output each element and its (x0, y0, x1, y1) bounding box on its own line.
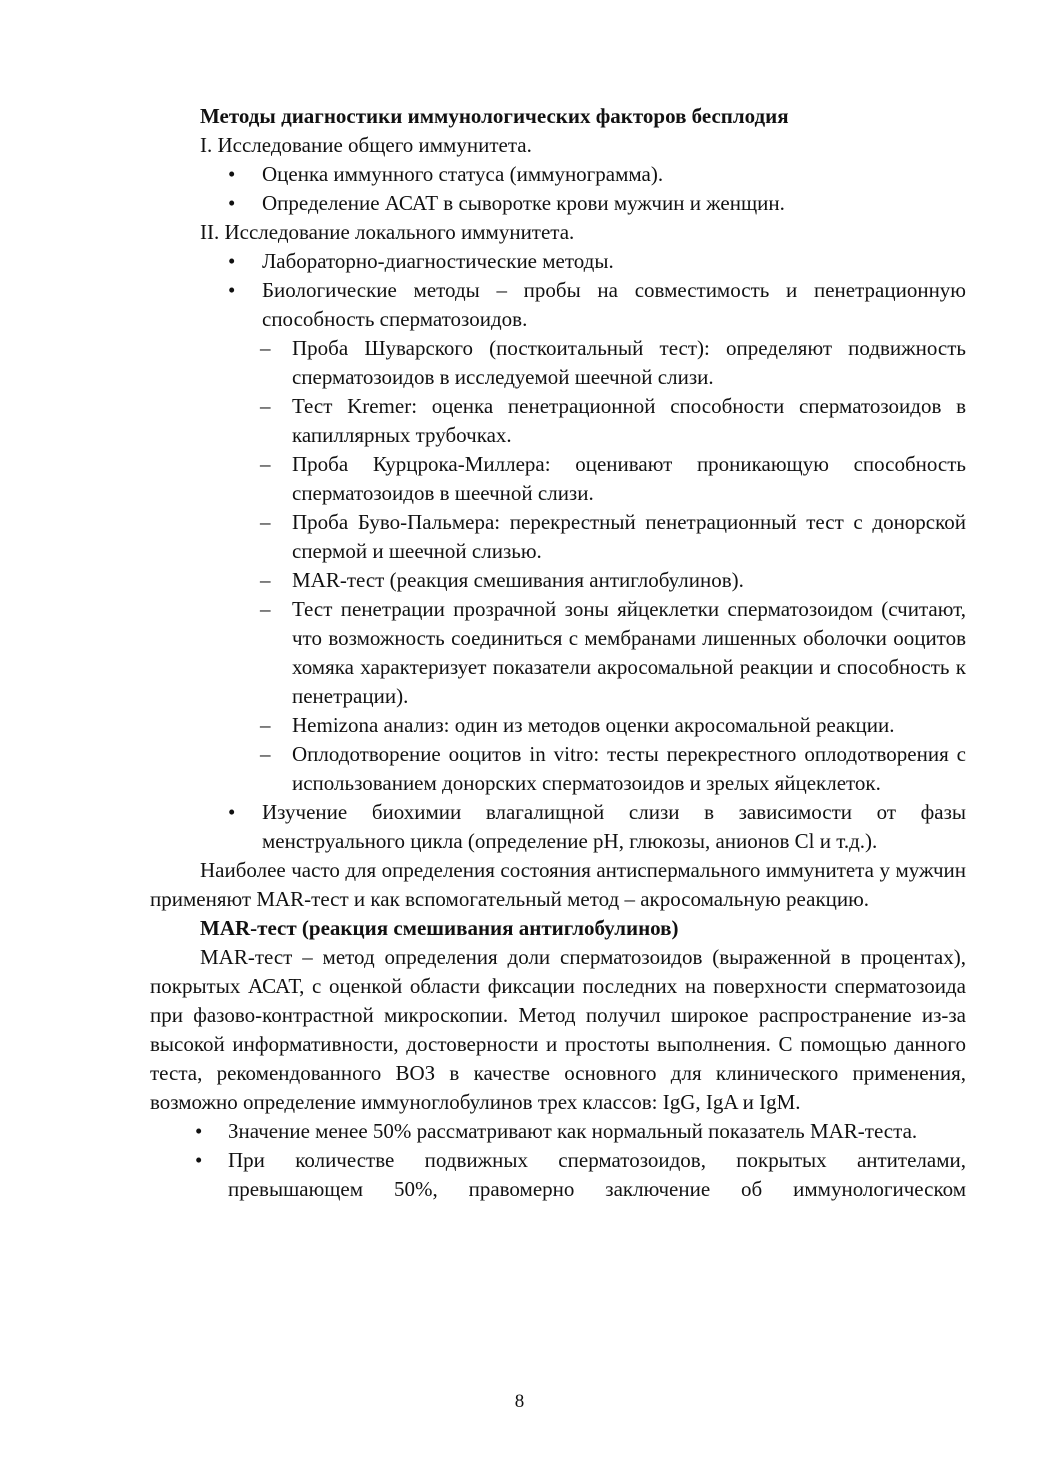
bullet-icon: • (228, 249, 236, 273)
sub-list-item (150, 508, 966, 566)
bullet-icon: • (228, 162, 236, 186)
dash-icon: – (260, 568, 271, 592)
bullet-icon: • (195, 1148, 203, 1172)
dash-icon: – (260, 742, 271, 766)
dash-icon: – (260, 510, 271, 534)
sub-list-item-text: Тест Kremer: оценка пенетрационной способности сперматозоидов в капиллярных трубочках. (292, 394, 966, 447)
list-item-text: Значение менее 50% рассматривают как нормальный показатель MAR-теста. (228, 1119, 918, 1143)
sub-list-item-text: Hemizona анализ: один из методов оценки акросомальной реакции. (292, 713, 895, 737)
section-title-local-immunity: II. Исследование локального иммунитета. (200, 220, 575, 244)
dash-icon: – (260, 597, 271, 621)
list-item-text: Биологические методы – пробы на совместимость и пенетрационную способность сперматозоидов. (262, 278, 966, 331)
sub-list-item (150, 595, 966, 711)
paragraph: Наиболее часто для определения состояния антиспермального иммунитета у мужчин применяют MAR-тест и как вспомогательный метод – акросомальную реакцию. (150, 858, 966, 911)
list-item (150, 189, 966, 218)
sub-list-item-text: Проба Курцрока-Миллера: оценивают проникающую способность сперматозоидов в шеечной слизи. (292, 452, 966, 505)
list-item-text: При количестве подвижных сперматозоидов, покрытых антителами, превышающем 50%, правомерно заключение об иммунологическом (228, 1148, 966, 1201)
list-item-text: Определение АСАТ в сыворотке крови мужчин и женщин. (262, 191, 785, 215)
sub-list-item (150, 450, 966, 508)
list-item (150, 798, 966, 856)
section-title-general-immunity: I. Исследование общего иммунитета. (200, 133, 532, 157)
sub-list-item-text: Тест пенетрации прозрачной зоны яйцеклетки сперматозоидом (считают, что возможность соединиться с мембранами лишенных оболочки ооцитов хомяка характеризует показатели акросомальной реакции и способность к пенетрации). (292, 597, 966, 708)
dash-icon: – (260, 394, 271, 418)
sub-list-item (150, 711, 966, 740)
dash-icon: – (260, 336, 271, 360)
sub-list-item-text: Проба Шуварского (посткоитальный тест): определяют подвижность сперматозоидов в исследуемой шеечной слизи. (292, 336, 966, 389)
paragraph: MAR-тест – метод определения доли сперматозоидов (выраженной в процентах), покрытых АСАТ, с оценкой области фиксации последних на поверхности сперматозоида при фазово-контрастной микроскопии. Метод получил широкое распространение из-за высокой информативности, достоверности и простоты выполнения. С помощью данного теста, рекомендованного ВОЗ в качестве основного для клинического применения, возможно определение иммуноглобулинов трех классов: IgG, IgA и IgM. (150, 945, 966, 1114)
bullet-icon: • (195, 1119, 203, 1143)
section-heading: Методы диагностики иммунологических факторов бесплодия (200, 104, 789, 128)
sub-list-item-text: Проба Буво-Пальмера: перекрестный пенетрационный тест с донорской спермой и шеечной слизью. (292, 510, 966, 563)
bullet-icon: • (228, 800, 236, 824)
sub-list-item (150, 566, 966, 595)
list-item-text: Изучение биохимии влагалищной слизи в зависимости от фазы менструального цикла (определение pH, глюкозы, анионов Cl и т.д.). (262, 800, 966, 853)
list-item (150, 1117, 966, 1146)
list-item (150, 1146, 966, 1204)
sub-list-item (150, 334, 966, 392)
list-item-text: Оценка иммунного статуса (иммунограмма). (262, 162, 664, 186)
page-content (150, 102, 966, 1204)
sub-list-item-text: MAR-тест (реакция смешивания антиглобулинов). (292, 568, 744, 592)
dash-icon: – (260, 452, 271, 476)
bullet-icon: • (228, 278, 236, 302)
dash-icon: – (260, 713, 271, 737)
page-number: 8 (514, 1391, 525, 1412)
bullet-icon: • (228, 191, 236, 215)
sub-list-item (150, 392, 966, 450)
list-item (150, 160, 966, 189)
list-item (150, 247, 966, 276)
sub-list-item (150, 740, 966, 798)
list-item (150, 276, 966, 334)
section-heading: MAR-тест (реакция смешивания антиглобулинов) (200, 916, 679, 940)
list-item-text: Лабораторно-диагностические методы. (262, 249, 614, 273)
sub-list-item-text: Оплодотворение ооцитов in vitro: тесты перекрестного оплодотворения с использованием донорских сперматозоидов и зрелых яйцеклеток. (292, 742, 966, 795)
